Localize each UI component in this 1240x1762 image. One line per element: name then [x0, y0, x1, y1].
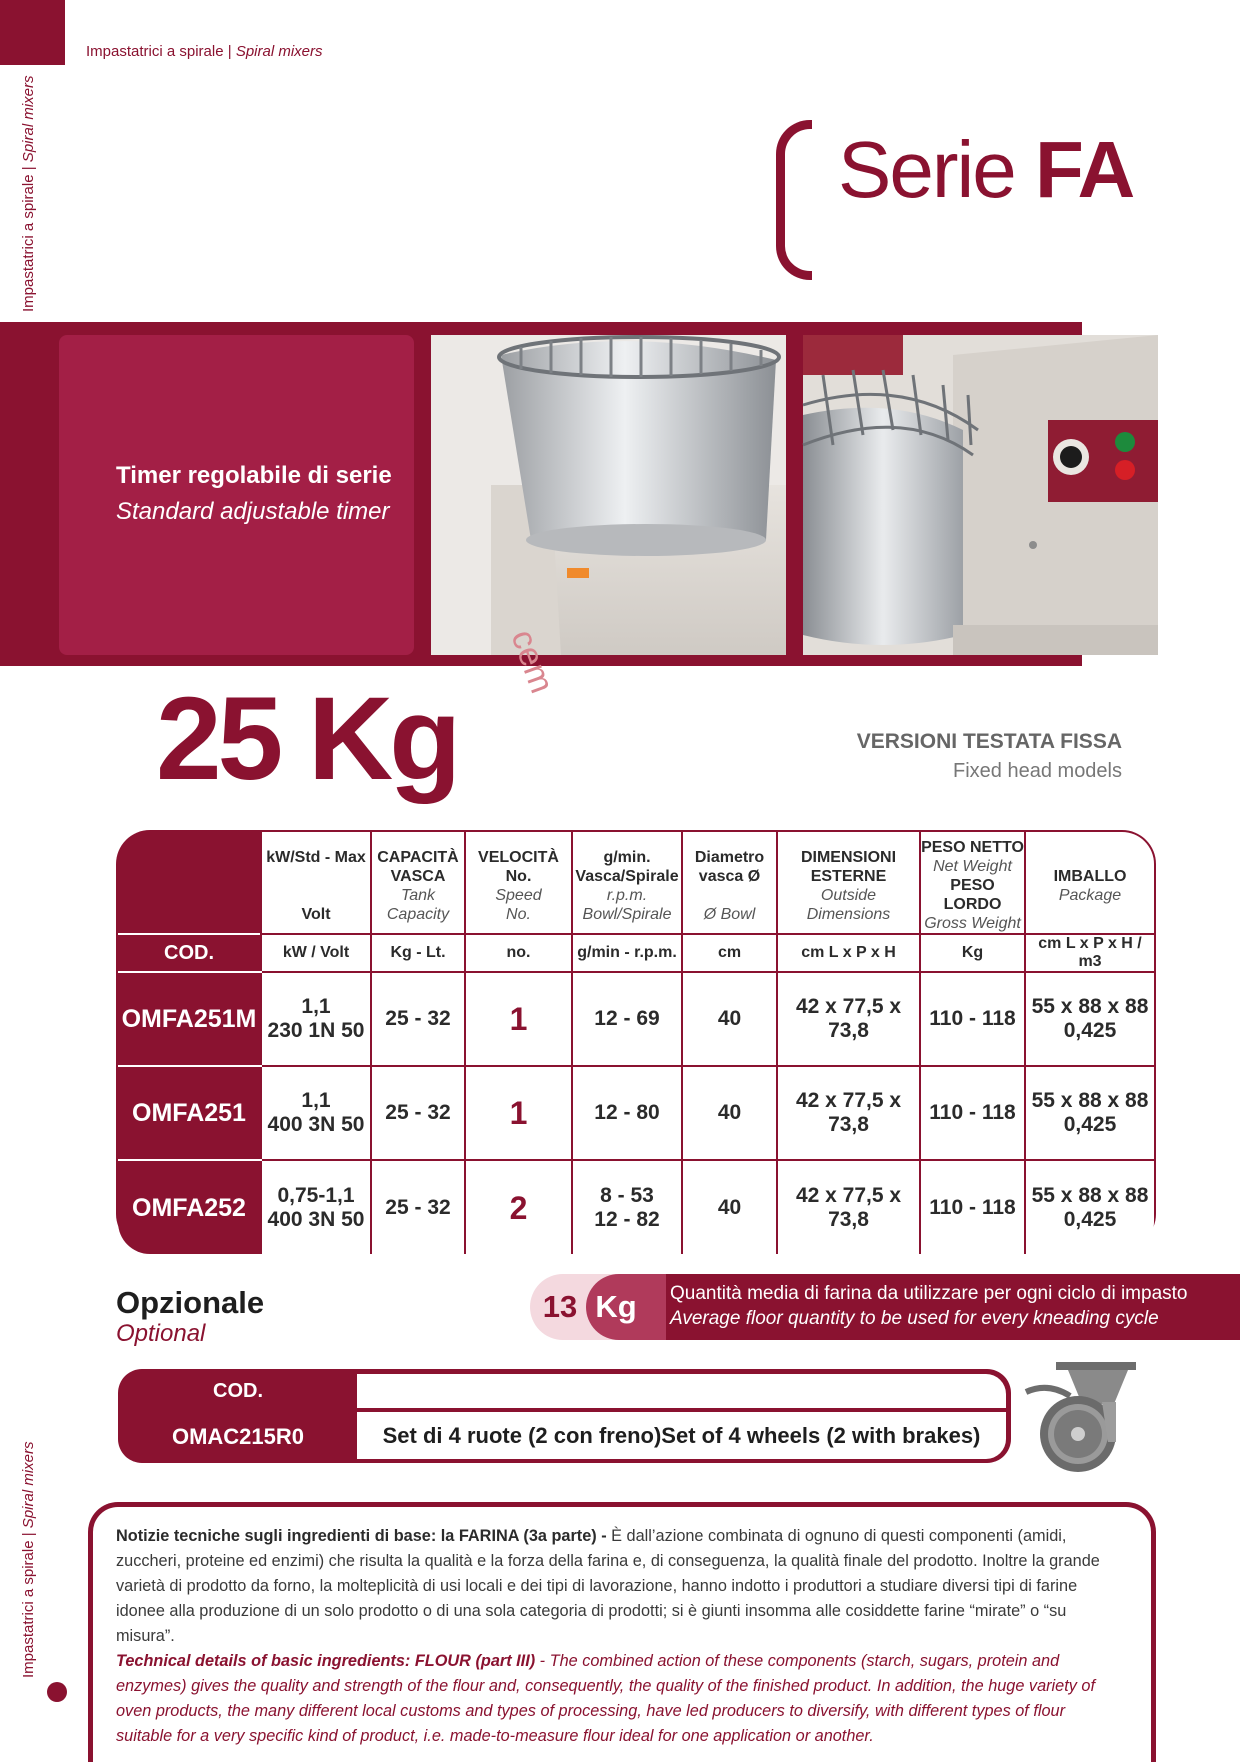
units-bowl: cm [682, 934, 777, 972]
row-dimensions: 42 x 77,5 x 73,8 [777, 1066, 920, 1160]
row-capacity: 25 - 32 [371, 1066, 465, 1160]
units-weight: Kg [920, 934, 1025, 972]
optional-header-cell [357, 1374, 1006, 1408]
row-package: 55 x 88 x 88 0,425 [1025, 972, 1154, 1066]
product-photo-bowl [431, 335, 786, 699]
row-bowl: 40 [682, 1066, 777, 1160]
table-row [118, 972, 1154, 1066]
row-power: 1,1 400 3N 50 [261, 1066, 371, 1160]
optional-cod-header: COD. [213, 1380, 263, 1402]
header-rpm: g/min. Vasca/Spirale r.p.m. Bowl/Spirale [572, 832, 682, 934]
row-capacity: 25 - 32 [371, 972, 465, 1066]
feature-panel [59, 335, 414, 655]
units-cod: COD. [118, 934, 261, 972]
row-rpm: 8 - 53 12 - 82 [572, 1160, 682, 1254]
row-power: 1,1 230 1N 50 [261, 972, 371, 1066]
side-section-label-bottom: Impastatrici a spirale | Spiral mixers [20, 1441, 37, 1678]
optional-subtitle: Optional [116, 1320, 206, 1347]
caster-wheel-icon [1018, 1362, 1140, 1474]
title-bracket [776, 120, 812, 280]
spec-table [118, 832, 1154, 1254]
notes-en: Technical details of basic ingredients: FLOUR (part III) - The combined action of these components (starch, sugars, protein and enzymes) gives the quality and strength of the flour and, consequently, the quality of the finished product. In addition, the huge variety of oven products, the many different local customs and types of processing, have led producers to diversify, with different types of flour suitable for a very specific kind of product, i.e. made-to-measure flour ideal for one application or another. [116, 1652, 1095, 1745]
spec-units-row [118, 934, 1154, 972]
feature-title: Timer regolabile di serie [116, 462, 392, 489]
row-package: 55 x 88 x 88 0,425 [1025, 1160, 1154, 1254]
row-speed: 2 [465, 1160, 572, 1254]
quantity-description: Quantità media di farina da utilizzare per ogni ciclo di impasto [670, 1283, 1188, 1304]
optional-title: Opzionale [116, 1285, 265, 1320]
quantity-value: 13 [542, 1289, 578, 1324]
header-package: IMBALLO Package [1025, 832, 1154, 934]
versions-heading: VERSIONI TESTATA FISSA [856, 730, 1122, 753]
row-weight: 110 - 118 [920, 1160, 1025, 1254]
header-corner [118, 832, 261, 934]
row-code: OMFA251 [118, 1066, 261, 1160]
optional-description: Set di 4 ruote (2 con freno)Set of 4 wheels (2 with brakes) [382, 1423, 981, 1448]
row-dimensions: 42 x 77,5 x 73,8 [777, 1160, 920, 1254]
row-dimensions: 42 x 77,5 x 73,8 [777, 972, 920, 1066]
header-weight: PESO NETTO Net Weight PESO LORDO Gross Weight [920, 832, 1025, 934]
row-speed: 1 [465, 972, 572, 1066]
product-photo-controls [803, 335, 1158, 655]
units-speed: no. [465, 934, 572, 972]
brand-mark: cem [503, 624, 562, 699]
row-rpm: 12 - 80 [572, 1066, 682, 1160]
technical-notes [116, 1524, 1124, 1749]
row-speed: 1 [465, 1066, 572, 1160]
row-bowl: 40 [682, 1160, 777, 1254]
capacity-heading: 25 Kg [156, 673, 458, 805]
header-capacity: CAPACITÀ VASCA Tank Capacity [371, 832, 465, 934]
optional-code: OMAC215R0 [171, 1424, 305, 1449]
row-rpm: 12 - 69 [572, 972, 682, 1066]
units-package: cm L x P x H / m3 [1025, 934, 1154, 972]
row-package: 55 x 88 x 88 0,425 [1025, 1066, 1154, 1160]
row-weight: 110 - 118 [920, 1066, 1025, 1160]
units-power: kW / Volt [261, 934, 371, 972]
row-code: OMFA251M [118, 972, 261, 1066]
units-rpm: g/min - r.p.m. [572, 934, 682, 972]
table-row [118, 1160, 1154, 1254]
units-capacity: Kg - Lt. [371, 934, 465, 972]
header-bowl-diameter: Diametro vasca Ø Ø Bowl [682, 832, 777, 934]
header-power: kW/Std - Max Volt [261, 832, 371, 934]
quantity-description-en: Average floor quantity to be used for every kneading cycle [670, 1308, 1159, 1329]
row-code: OMFA252 [118, 1160, 261, 1254]
row-weight: 110 - 118 [920, 972, 1025, 1066]
units-dimensions: cm L x P x H [777, 934, 920, 972]
notes-it: Notizie tecniche sugli ingredienti di base: la FARINA (3a parte) - È dall’azione combinata di ognuno di questi componenti (amidi, zuccheri, proteine ed enzimi) che risulta la qualità e la forza della farina e, di conseguenza, la qualità finale del prodotto. Inoltre la grande varietà di prodotto da forno, la molteplicità di usi locali e dei tipi di lavorazione, hanno indotto i produttori a studiare diversi tipi di farine idonee alla produzione di un solo prodotto o di una sola categoria di prodotti; si è giunti insomma alle cosiddette farine “mirate” o “su misura”. [116, 1527, 1100, 1645]
page-marker-dot [47, 1682, 67, 1702]
quantity-unit: Kg [595, 1289, 637, 1324]
row-capacity: 25 - 32 [371, 1160, 465, 1254]
header-kicker: Impastatrici a spirale | Spiral mixers [86, 43, 323, 60]
header-dimensions: DIMENSIONI ESTERNE Outside Dimensions [777, 832, 920, 934]
page-title: Serie FA [838, 125, 1134, 214]
row-bowl: 40 [682, 972, 777, 1066]
row-power: 0,75-1,1 400 3N 50 [261, 1160, 371, 1254]
feature-subtitle: Standard adjustable timer [116, 498, 390, 525]
spec-header-row [118, 832, 1154, 934]
versions-subheading: Fixed head models [953, 760, 1122, 782]
header-speed: VELOCITÀ No. Speed No. [465, 832, 572, 934]
side-section-label: Impastatrici a spirale | Spiral mixers [20, 75, 37, 312]
table-row [118, 1066, 1154, 1160]
